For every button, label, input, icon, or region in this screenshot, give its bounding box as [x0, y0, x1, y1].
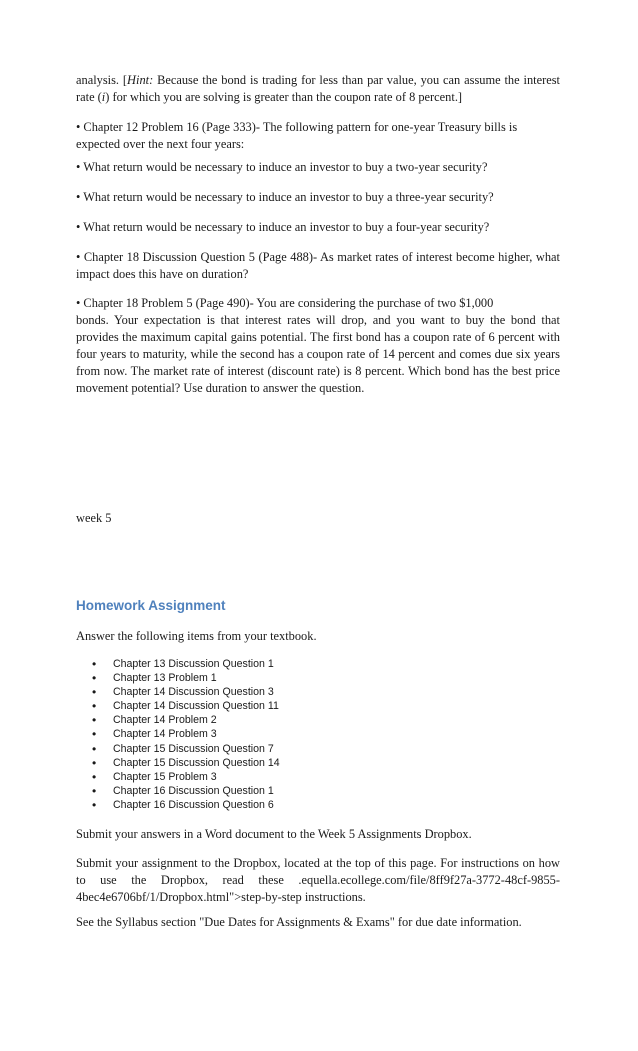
- chapter18-problem5-body: bonds. Your expectation is that interest rates will drop, and you want to buy the bond that provides the maximum capital gains potential. The first bond has a coupon rate of 6 percent with four years to maturity, while the second has a coupon rate of 14 percent and comes due six years from now. The market rate of interest (discount rate) is 8 percent. Which bond has the best price movement potential? Use duration to answer the question.: [76, 313, 560, 395]
- hint-variable: i: [101, 90, 106, 104]
- list-item: • Chapter 15 Discussion Question 14: [92, 756, 280, 770]
- chapter18-problem5-line1: • Chapter 18 Problem 5 (Page 490)- You are considering the purchase of two $1,000: [76, 296, 494, 310]
- list-item: • Chapter 14 Discussion Question 3: [92, 685, 280, 699]
- syllabus-note: See the Syllabus section "Due Dates for Assignments & Exams" for due date information.: [76, 915, 522, 929]
- dropbox-instructions: Submit your assignment to the Dropbox, located at the top of this page. For instructions on how to use the Dropbox, read these .equella.ecollege.com/file/8ff9f27a-3772-48cf-9855-4bec4e6706bf/1/Dropbox.html">step-by-step instructions.: [76, 856, 560, 904]
- hint-text-end: ) for which you are solving is greater than the coupon rate of 8 percent.]: [105, 90, 463, 104]
- three-year-question: • What return would be necessary to induce an investor to buy a three-year security?: [76, 190, 494, 204]
- hint-lead: analysis.: [76, 73, 120, 87]
- hint-paragraph: analysis. [Hint: Because the bond is trading for less than par value, you can assume the interest rate (i) for which you are solving is greater than the coupon rate of 8 percent.]: [76, 73, 560, 104]
- list-item: • Chapter 16 Discussion Question 6: [92, 798, 280, 812]
- list-item: • Chapter 15 Discussion Question 7: [92, 742, 280, 756]
- list-item: • Chapter 14 Problem 2: [92, 713, 280, 727]
- homework-intro: Answer the following items from your textbook.: [76, 629, 317, 643]
- homework-heading: Homework Assignment: [76, 598, 226, 613]
- assignment-list: [92, 657, 280, 812]
- list-item: • Chapter 13 Discussion Question 1: [92, 657, 280, 671]
- hint-text: Because the bond is trading for less than par value, you can assume the interest rate (: [76, 73, 560, 104]
- list-item: • Chapter 14 Problem 3: [92, 727, 280, 741]
- week-label: week 5: [76, 511, 112, 525]
- four-year-question: • What return would be necessary to induce an investor to buy a four-year security?: [76, 220, 490, 234]
- chapter12-problem16: • Chapter 12 Problem 16 (Page 333)- The following pattern for one-year Treasury bills is expected over the next four years:: [76, 120, 518, 151]
- list-item: • Chapter 15 Problem 3: [92, 770, 280, 784]
- two-year-question: • What return would be necessary to induce an investor to buy a two-year security?: [76, 160, 488, 174]
- list-item: • Chapter 13 Problem 1: [92, 671, 280, 685]
- list-item: • Chapter 16 Discussion Question 1: [92, 784, 280, 798]
- chapter18-discussion5: • Chapter 18 Discussion Question 5 (Page 488)- As market rates of interest become higher, what impact does this have on duration?: [76, 250, 560, 281]
- hint-label: Hint:: [127, 73, 154, 87]
- submit-word-instruction: Submit your answers in a Word document to the Week 5 Assignments Dropbox.: [76, 827, 472, 841]
- list-item: • Chapter 14 Discussion Question 11: [92, 699, 280, 713]
